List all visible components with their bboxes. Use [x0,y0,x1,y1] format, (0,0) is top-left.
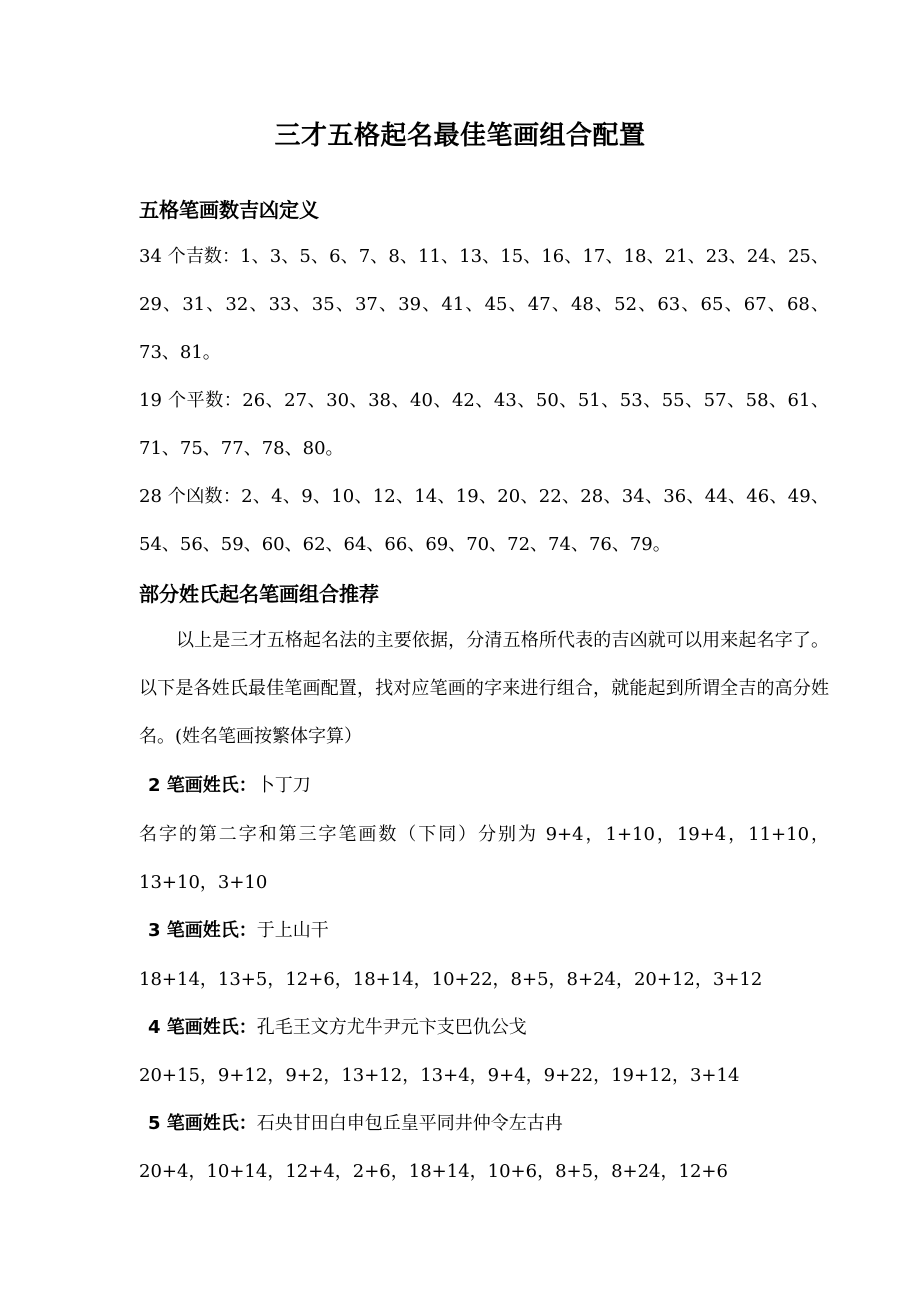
surname-group-2 [148,771,838,801]
lucky-numbers-paragraph: 34 个吉数：1、3、5、6、7、8、11、13、15、16、17、18、21、23、24、25、29、31、32、33、35、37、39、41、45、47、48、52、63、65、67、68、73、81。 [139,246,829,363]
surname-group-label: 3 笔画姓氏： [148,920,257,941]
surname-group-5 [148,1109,838,1139]
surname-group-label: 4 笔画姓氏： [148,1017,257,1038]
surname-group-4 [148,1013,838,1043]
surname-list: 石央甘田白申包丘皇平同井仲令左古冉 [256,1113,563,1134]
surname-group-label: 5 笔画姓氏： [148,1113,257,1134]
combo-line: 18+14，13+5，12+6，18+14，10+22，8+5，8+24，20+12，3+12 [139,969,763,990]
combo-line: 20+15，9+12，9+2，13+12，13+4，9+4，9+22，19+12，3+14 [139,1065,740,1086]
intro-paragraph: 以上是三才五格起名法的主要依据，分清五格所代表的吉凶就可以用来起名字了。以下是各姓氏最佳笔画配置，找对应笔画的字来进行组合，就能起到所谓全吉的高分姓名。(姓名笔画按繁体字算） [139,630,829,747]
surname-group-3 [148,916,838,946]
section-heading-surname-combos: 部分姓氏起名笔画组合推荐 [139,582,379,606]
combo-line: 20+4，10+14，12+4，2+6，18+14，10+6，8+5，8+24，12+6 [139,1161,728,1182]
neutral-numbers-paragraph: 19 个平数：26、27、30、38、40、42、43、50、51、53、55、57、58、61、71、75、77、78、80。 [139,390,829,459]
section-heading-wuge-definition: 五格笔画数吉凶定义 [139,198,319,222]
surname-list: 卜丁刀 [256,775,311,796]
surname-list: 于上山干 [256,920,329,941]
surname-group-label: 2 笔画姓氏： [148,775,257,796]
combo-line: 名字的第二字和第三字笔画数（下同）分别为 9+4，1+10，19+4，11+10，13+10，3+10 [139,824,829,893]
surname-list: 孔毛王文方尤牛尹元卞支巴仇公戈 [256,1017,527,1038]
unlucky-numbers-paragraph: 28 个凶数：2、4、9、10、12、14、19、20、22、28、34、36、44、46、49、54、56、59、60、62、64、66、69、70、72、74、76、79。 [139,486,829,555]
page-title: 三才五格起名最佳笔画组合配置 [274,121,646,151]
